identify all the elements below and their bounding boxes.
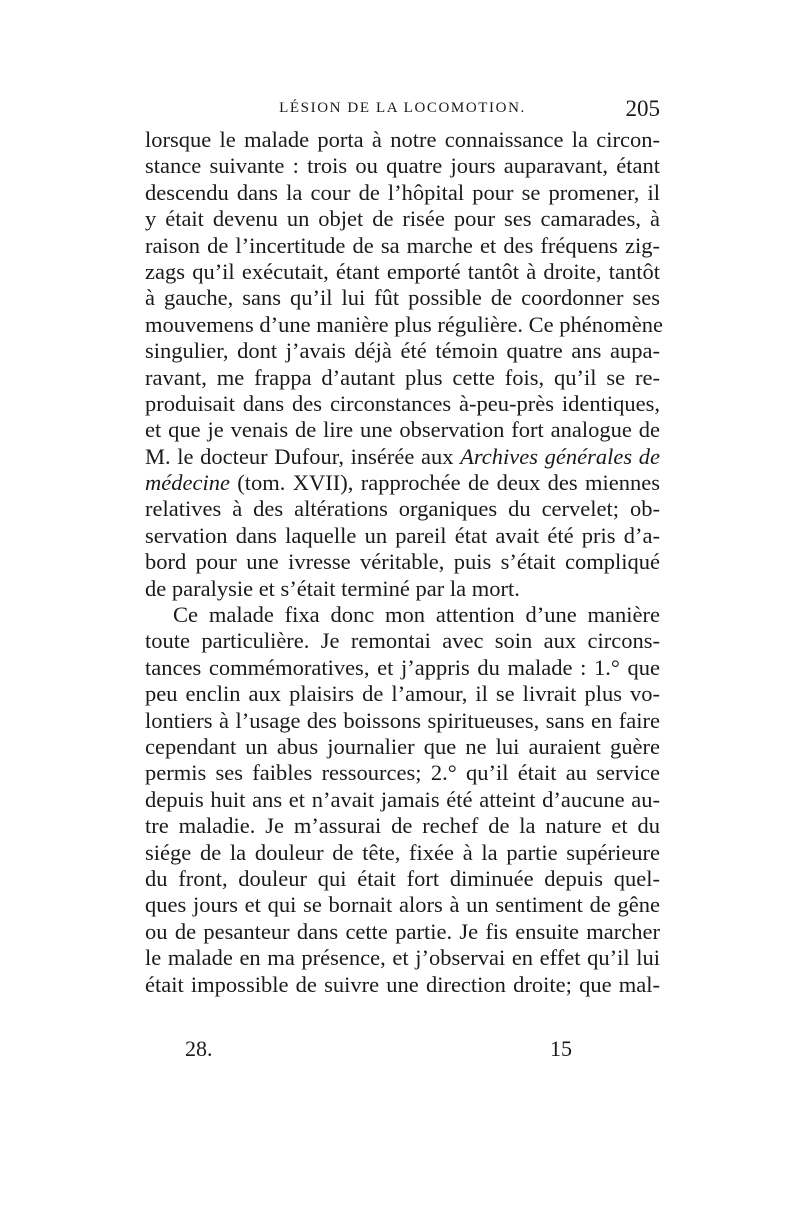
text-line: singulier, dont j’avais déjà été témoin quatre ans aupa- — [145, 338, 660, 364]
text-line: lontiers à l’usage des boissons spiritueuses, sans en faire — [145, 707, 660, 733]
text-line: permis ses faibles ressources; 2.° qu’il était au service — [145, 760, 660, 786]
text-line: du front, douleur qui était fort diminuée depuis quel- — [145, 865, 660, 891]
text-line: cependant un abus journalier que ne lui auraient guère — [145, 733, 660, 759]
text-line: depuis huit ans et n’avait jamais été atteint d’aucune au- — [145, 786, 660, 812]
text-line: mouvemens d’une manière plus régulière. Ce phénomène — [145, 311, 663, 337]
text-line: tre maladie. Je m’assurai de rechef de la nature et du — [145, 813, 660, 839]
text-line: ou de pesanteur dans cette partie. Je fis ensuite marcher — [145, 918, 660, 944]
body-text — [145, 127, 663, 998]
sheet-number: 15 — [550, 1036, 572, 1061]
text-line: siége de la douleur de tête, fixée à la partie supérieure — [145, 839, 660, 865]
text-line: ques jours et qui se bornait alors à un sentiment de gêne — [145, 892, 660, 918]
text-line: et que je venais de lire une observation fort analogue de — [145, 417, 660, 443]
text-line: raison de l’incertitude de sa marche et des fréquens zig- — [145, 232, 660, 258]
text-line: lorsque le malade porta à notre connaissance la circon- — [145, 127, 660, 152]
signature-mark: 28. — [185, 1036, 213, 1061]
text-line: ravant, me frappa d’autant plus cette fois, qu’il se re- — [145, 364, 660, 390]
text-line: à gauche, sans qu’il lui fût possible de coordonner ses — [145, 285, 660, 311]
text-line: descendu dans la cour de l’hôpital pour se promener, il — [145, 179, 660, 205]
text-run: (tom. XVII), rapprochée de deux des miennes — [229, 470, 660, 496]
text-line: y était devenu un objet de risée pour ses camarades, à — [145, 206, 660, 232]
text-line: relatives à des altérations organiques du cervelet; ob- — [145, 496, 660, 522]
text-line: tances commémoratives, et j’appris du malade : 1.° que — [145, 654, 660, 680]
text-run: M. le docteur Dufour, insérée aux — [145, 443, 461, 469]
text-line — [145, 444, 660, 470]
text-line: le malade en ma présence, et j’observai en effet qu’il lui — [145, 945, 660, 971]
page-footer — [145, 1036, 660, 1066]
text-line: toute particulière. Je remontai avec soin aux circons- — [145, 628, 660, 654]
text-line: peu enclin aux plaisirs de l’amour, il se livrait plus vo- — [145, 681, 660, 707]
text-line: produisait dans des circonstances à-peu-près identiques, — [145, 390, 660, 416]
paragraph-1 — [145, 127, 663, 602]
text-line: Ce malade fixa donc mon attention d’une manière — [173, 602, 660, 628]
text-line: était impossible de suivre une direction droite; que mal- — [145, 971, 660, 997]
journal-title-italic: médecine — [145, 470, 230, 496]
running-title: LÉSION DE LA LOCOMOTION. — [279, 100, 526, 116]
text-line: zags qu’il exécutait, étant emporté tantôt à droite, tantôt — [145, 258, 660, 284]
text-line: bord pour une ivresse véritable, puis s’était compliqué — [145, 549, 660, 575]
text-line: servation dans laquelle un pareil état avait été pris d’a- — [145, 522, 660, 548]
text-line: stance suivante : trois ou quatre jours auparavant, étant — [145, 153, 660, 179]
paragraph-2 — [145, 602, 660, 998]
page-number: 205 — [625, 96, 660, 121]
text-line: de paralysie et s’était terminé par la mort. — [145, 575, 520, 601]
text-line — [145, 470, 660, 496]
journal-title-italic: Archives générales de — [460, 443, 660, 469]
page-header — [145, 96, 660, 126]
